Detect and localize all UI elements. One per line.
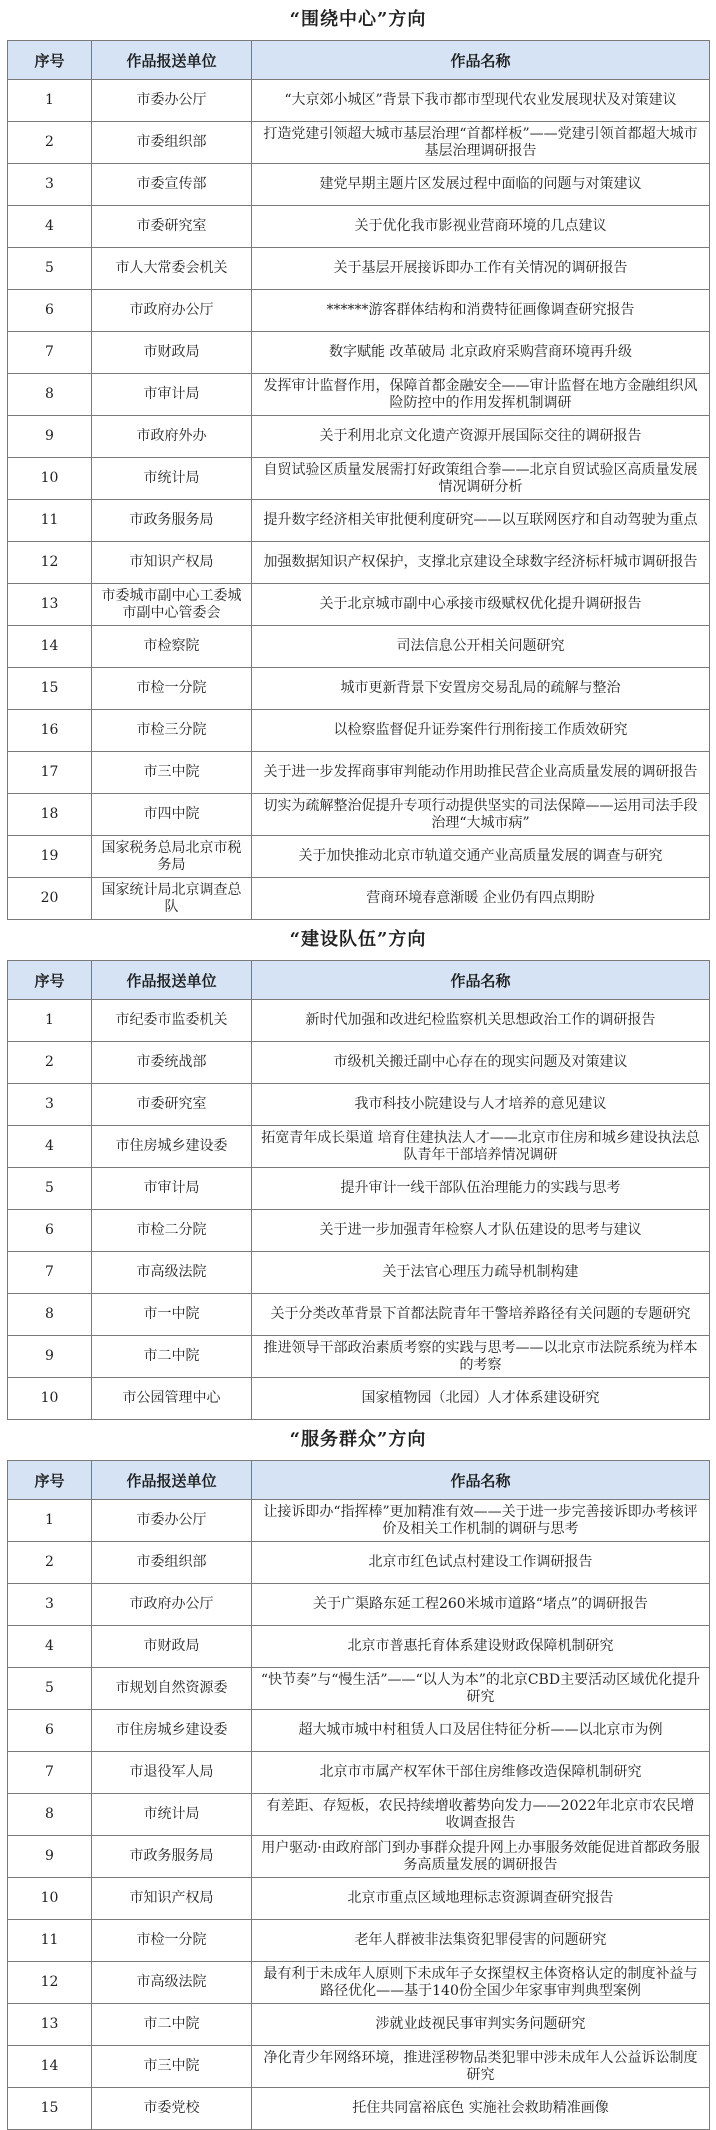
row-unit: 市三中院 bbox=[92, 2046, 252, 2088]
row-title: 关于利用北京文化遗产资源开展国际交往的调研报告 bbox=[252, 416, 710, 458]
section-heading: “建设队伍”方向 bbox=[289, 929, 427, 950]
header-title: 作品名称 bbox=[252, 961, 710, 1000]
table-row bbox=[8, 2046, 710, 2088]
row-title: 关于进一步加强青年检察人才队伍建设的思考与建议 bbox=[252, 1210, 710, 1252]
table-row bbox=[8, 1920, 710, 1962]
row-title: 关于基层开展接诉即办工作有关情况的调研报告 bbox=[252, 248, 710, 290]
row-title: 关于法官心理压力疏导机制构建 bbox=[252, 1252, 710, 1294]
row-unit: 市检一分院 bbox=[92, 668, 252, 710]
row-number: 20 bbox=[8, 878, 92, 920]
table-row bbox=[8, 1710, 710, 1752]
row-title: “大京郊小城区”背景下我市都市型现代农业发展现状及对策建议 bbox=[252, 80, 710, 122]
row-number: 12 bbox=[8, 1962, 92, 2004]
table-row bbox=[8, 584, 710, 626]
header-title: 作品名称 bbox=[252, 41, 710, 80]
row-number: 2 bbox=[8, 1042, 92, 1084]
row-number: 5 bbox=[8, 248, 92, 290]
table-row bbox=[8, 1584, 710, 1626]
row-number: 2 bbox=[8, 122, 92, 164]
row-unit: 市政务服务局 bbox=[92, 1836, 252, 1878]
row-title: 城市更新背景下安置房交易乱局的疏解与整治 bbox=[252, 668, 710, 710]
row-number: 3 bbox=[8, 164, 92, 206]
row-unit: 市政务服务局 bbox=[92, 500, 252, 542]
row-title: 推进领导干部政治素质考察的实践与思考——以北京市法院系统为样本的考察 bbox=[252, 1336, 710, 1378]
header-no: 序号 bbox=[8, 1461, 92, 1500]
row-title: 加强数据知识产权保护，支撑北京建设全球数字经济标杆城市调研报告 bbox=[252, 542, 710, 584]
row-unit: 国家统计局北京调查总队 bbox=[92, 878, 252, 920]
table-row bbox=[8, 374, 710, 416]
table-row bbox=[8, 2004, 710, 2046]
table-header bbox=[8, 1461, 710, 1500]
header-unit: 作品报送单位 bbox=[92, 1461, 252, 1500]
row-number: 8 bbox=[8, 374, 92, 416]
row-number: 15 bbox=[8, 2088, 92, 2130]
table-row bbox=[8, 1962, 710, 2004]
row-unit: 市政府办公厅 bbox=[92, 1584, 252, 1626]
header-unit: 作品报送单位 bbox=[92, 41, 252, 80]
table-row bbox=[8, 1084, 710, 1126]
row-unit: 市住房城乡建设委 bbox=[92, 1126, 252, 1168]
row-unit: 市政府外办 bbox=[92, 416, 252, 458]
table-row bbox=[8, 710, 710, 752]
table-header bbox=[8, 41, 710, 80]
table-row bbox=[8, 1626, 710, 1668]
row-number: 6 bbox=[8, 1710, 92, 1752]
row-number: 5 bbox=[8, 1668, 92, 1710]
row-unit: 市检一分院 bbox=[92, 1920, 252, 1962]
row-unit: 市统计局 bbox=[92, 1794, 252, 1836]
row-unit: 市知识产权局 bbox=[92, 542, 252, 584]
row-unit: 市委组织部 bbox=[92, 122, 252, 164]
table-body bbox=[8, 80, 710, 920]
row-unit: 市高级法院 bbox=[92, 1962, 252, 2004]
row-number: 3 bbox=[8, 1584, 92, 1626]
section-heading: “围绕中心”方向 bbox=[289, 9, 427, 30]
row-title: 老年人群被非法集资犯罪侵害的问题研究 bbox=[252, 1920, 710, 1962]
row-title: 北京市重点区域地理标志资源调查研究报告 bbox=[252, 1878, 710, 1920]
row-unit: 市委城市副中心工委城市副中心管委会 bbox=[92, 584, 252, 626]
row-unit: 市财政局 bbox=[92, 332, 252, 374]
table-body bbox=[8, 1500, 710, 2130]
row-title: 北京市红色试点村建设工作调研报告 bbox=[252, 1542, 710, 1584]
header-row bbox=[8, 1461, 710, 1500]
row-title: 用户驱动·由政府部门到办事群众提升网上办事服务效能促进首都政务服务高质量发展的调研报告 bbox=[252, 1836, 710, 1878]
header-row bbox=[8, 41, 710, 80]
row-number: 9 bbox=[8, 1836, 92, 1878]
table-row bbox=[8, 500, 710, 542]
table-row bbox=[8, 206, 710, 248]
table-row bbox=[8, 164, 710, 206]
table-row bbox=[8, 1668, 710, 1710]
row-title: “快节奏”与“慢生活”——“以人为本”的北京CBD主要活动区域优化提升研究 bbox=[252, 1668, 710, 1710]
row-title: 建党早期主题片区发展过程中面临的问题与对策建议 bbox=[252, 164, 710, 206]
row-number: 10 bbox=[8, 1878, 92, 1920]
row-title: 托住共同富裕底色 实施社会救助精准画像 bbox=[252, 2088, 710, 2130]
table-row bbox=[8, 1378, 710, 1420]
row-number: 7 bbox=[8, 1752, 92, 1794]
header-no: 序号 bbox=[8, 41, 92, 80]
table-row bbox=[8, 1042, 710, 1084]
row-unit: 市四中院 bbox=[92, 794, 252, 836]
row-unit: 市公园管理中心 bbox=[92, 1378, 252, 1420]
row-number: 8 bbox=[8, 1794, 92, 1836]
table-row bbox=[8, 2088, 710, 2130]
row-unit: 市退役军人局 bbox=[92, 1752, 252, 1794]
row-title: 最有利于未成年人原则下未成年子女探望权主体资格认定的制度补益与路径优化——基于140份全国少年家事审判典型案例 bbox=[252, 1962, 710, 2004]
table-row bbox=[8, 1168, 710, 1210]
row-unit: 市检察院 bbox=[92, 626, 252, 668]
row-title: 关于分类改革背景下首都法院青年干警培养路径有关问题的专题研究 bbox=[252, 1294, 710, 1336]
row-number: 10 bbox=[8, 1378, 92, 1420]
row-title: 关于加快推动北京市轨道交通产业高质量发展的调查与研究 bbox=[252, 836, 710, 878]
row-title: 营商环境春意渐暖 企业仍有四点期盼 bbox=[252, 878, 710, 920]
table-row bbox=[8, 122, 710, 164]
row-unit: 市审计局 bbox=[92, 374, 252, 416]
table-row bbox=[8, 752, 710, 794]
row-number: 4 bbox=[8, 206, 92, 248]
row-number: 7 bbox=[8, 332, 92, 374]
table-row bbox=[8, 1252, 710, 1294]
row-number: 19 bbox=[8, 836, 92, 878]
row-title: 以检察监督促升证券案件行刑衔接工作质效研究 bbox=[252, 710, 710, 752]
table-row bbox=[8, 1000, 710, 1042]
table-row bbox=[8, 1794, 710, 1836]
row-title: 我市科技小院建设与人才培养的意见建议 bbox=[252, 1084, 710, 1126]
row-number: 6 bbox=[8, 290, 92, 332]
row-unit: 市统计局 bbox=[92, 458, 252, 500]
table-row bbox=[8, 248, 710, 290]
row-number: 2 bbox=[8, 1542, 92, 1584]
row-unit: 市委研究室 bbox=[92, 206, 252, 248]
row-unit: 市委党校 bbox=[92, 2088, 252, 2130]
row-unit: 市检二分院 bbox=[92, 1210, 252, 1252]
table-row bbox=[8, 1500, 710, 1542]
table-body bbox=[8, 1000, 710, 1420]
table-row bbox=[8, 794, 710, 836]
section-table bbox=[7, 1460, 710, 2130]
row-unit: 市财政局 bbox=[92, 1626, 252, 1668]
row-number: 11 bbox=[8, 500, 92, 542]
table-row bbox=[8, 458, 710, 500]
row-number: 5 bbox=[8, 1168, 92, 1210]
row-unit: 市审计局 bbox=[92, 1168, 252, 1210]
table-row bbox=[8, 332, 710, 374]
row-number: 4 bbox=[8, 1126, 92, 1168]
table-row bbox=[8, 416, 710, 458]
row-number: 10 bbox=[8, 458, 92, 500]
row-unit: 市三中院 bbox=[92, 752, 252, 794]
row-number: 13 bbox=[8, 2004, 92, 2046]
table-row bbox=[8, 1336, 710, 1378]
row-title: 北京市市属产权军休干部住房维修改造保障机制研究 bbox=[252, 1752, 710, 1794]
row-number: 16 bbox=[8, 710, 92, 752]
row-number: 3 bbox=[8, 1084, 92, 1126]
table-row bbox=[8, 290, 710, 332]
row-unit: 国家税务总局北京市税务局 bbox=[92, 836, 252, 878]
row-number: 15 bbox=[8, 668, 92, 710]
row-title: 自贸试验区质量发展需打好政策组合拳——北京自贸试验区高质量发展情况调研分析 bbox=[252, 458, 710, 500]
row-unit: 市委宣传部 bbox=[92, 164, 252, 206]
row-unit: 市知识产权局 bbox=[92, 1878, 252, 1920]
table-row bbox=[8, 1836, 710, 1878]
table-row bbox=[8, 1294, 710, 1336]
header-unit: 作品报送单位 bbox=[92, 961, 252, 1000]
row-title: 让接诉即办“指挥棒”更加精准有效——关于进一步完善接诉即办考核评价及相关工作机制的调研与思考 bbox=[252, 1500, 710, 1542]
row-unit: 市委组织部 bbox=[92, 1542, 252, 1584]
section-table bbox=[7, 40, 710, 920]
row-title: 司法信息公开相关问题研究 bbox=[252, 626, 710, 668]
row-number: 9 bbox=[8, 416, 92, 458]
header-no: 序号 bbox=[8, 961, 92, 1000]
row-title: 关于进一步发挥商事审判能动作用助推民营企业高质量发展的调研报告 bbox=[252, 752, 710, 794]
row-number: 9 bbox=[8, 1336, 92, 1378]
row-number: 8 bbox=[8, 1294, 92, 1336]
header-row bbox=[8, 961, 710, 1000]
row-unit: 市政府办公厅 bbox=[92, 290, 252, 332]
table-row bbox=[8, 80, 710, 122]
row-unit: 市二中院 bbox=[92, 1336, 252, 1378]
row-title: 新时代加强和改进纪检监察机关思想政治工作的调研报告 bbox=[252, 1000, 710, 1042]
row-number: 11 bbox=[8, 1920, 92, 1962]
row-title: 数字赋能 改革破局 北京政府采购营商环境再升级 bbox=[252, 332, 710, 374]
section-heading: “服务群众”方向 bbox=[289, 1429, 427, 1450]
row-title: 净化青少年网络环境，推进淫秽物品类犯罪中涉未成年人公益诉讼制度研究 bbox=[252, 2046, 710, 2088]
table-row bbox=[8, 878, 710, 920]
row-unit: 市委统战部 bbox=[92, 1042, 252, 1084]
row-title: 拓宽青年成长渠道 培育住建执法人才——北京市住房和城乡建设执法总队青年干部培养情况调研 bbox=[252, 1126, 710, 1168]
row-number: 1 bbox=[8, 1500, 92, 1542]
row-unit: 市住房城乡建设委 bbox=[92, 1710, 252, 1752]
table-row bbox=[8, 668, 710, 710]
row-number: 14 bbox=[8, 2046, 92, 2088]
row-title: 提升数字经济相关审批便利度研究——以互联网医疗和自动驾驶为重点 bbox=[252, 500, 710, 542]
row-unit: 市委办公厅 bbox=[92, 1500, 252, 1542]
header-title: 作品名称 bbox=[252, 1461, 710, 1500]
row-number: 14 bbox=[8, 626, 92, 668]
row-title: 关于北京城市副中心承接市级赋权优化提升调研报告 bbox=[252, 584, 710, 626]
row-title: 北京市普惠托育体系建设财政保障机制研究 bbox=[252, 1626, 710, 1668]
row-number: 4 bbox=[8, 1626, 92, 1668]
row-number: 12 bbox=[8, 542, 92, 584]
row-title: 关于广渠路东延工程260米城市道路“堵点”的调研报告 bbox=[252, 1584, 710, 1626]
row-number: 13 bbox=[8, 584, 92, 626]
table-row bbox=[8, 1878, 710, 1920]
row-title: 关于优化我市影视业营商环境的几点建议 bbox=[252, 206, 710, 248]
row-title: 国家植物园（北园）人才体系建设研究 bbox=[252, 1378, 710, 1420]
table-row bbox=[8, 542, 710, 584]
row-unit: 市人大常委会机关 bbox=[92, 248, 252, 290]
row-number: 18 bbox=[8, 794, 92, 836]
row-title: 打造党建引领超大城市基层治理“首都样板”——党建引领首都超大城市基层治理调研报告 bbox=[252, 122, 710, 164]
row-title: 有差距、存短板，农民持续增收蓄势向发力——2022年北京市农民增收调查报告 bbox=[252, 1794, 710, 1836]
row-title: 提升审计一线干部队伍治理能力的实践与思考 bbox=[252, 1168, 710, 1210]
row-unit: 市高级法院 bbox=[92, 1252, 252, 1294]
table-row bbox=[8, 1126, 710, 1168]
row-unit: 市纪委市监委机关 bbox=[92, 1000, 252, 1042]
table-row bbox=[8, 1542, 710, 1584]
row-unit: 市检三分院 bbox=[92, 710, 252, 752]
table-row bbox=[8, 1752, 710, 1794]
row-number: 1 bbox=[8, 1000, 92, 1042]
row-unit: 市委办公厅 bbox=[92, 80, 252, 122]
row-title: 切实为疏解整治促提升专项行动提供坚实的司法保障——运用司法手段治理“大城市病” bbox=[252, 794, 710, 836]
row-title: ******游客群体结构和消费特征画像调查研究报告 bbox=[252, 290, 710, 332]
table-header bbox=[8, 961, 710, 1000]
row-unit: 市二中院 bbox=[92, 2004, 252, 2046]
row-unit: 市委研究室 bbox=[92, 1084, 252, 1126]
table-row bbox=[8, 1210, 710, 1252]
row-title: 超大城市城中村租赁人口及居住特征分析——以北京市为例 bbox=[252, 1710, 710, 1752]
row-number: 6 bbox=[8, 1210, 92, 1252]
row-title: 市级机关搬迁副中心存在的现实问题及对策建议 bbox=[252, 1042, 710, 1084]
row-number: 1 bbox=[8, 80, 92, 122]
row-number: 7 bbox=[8, 1252, 92, 1294]
row-title: 涉就业歧视民事审判实务问题研究 bbox=[252, 2004, 710, 2046]
table-row bbox=[8, 626, 710, 668]
row-title: 发挥审计监督作用，保障首都金融安全——审计监督在地方金融组织风险防控中的作用发挥机制调研 bbox=[252, 374, 710, 416]
row-number: 17 bbox=[8, 752, 92, 794]
section-table bbox=[7, 960, 710, 1420]
row-unit: 市规划自然资源委 bbox=[92, 1668, 252, 1710]
table-row bbox=[8, 836, 710, 878]
row-unit: 市一中院 bbox=[92, 1294, 252, 1336]
